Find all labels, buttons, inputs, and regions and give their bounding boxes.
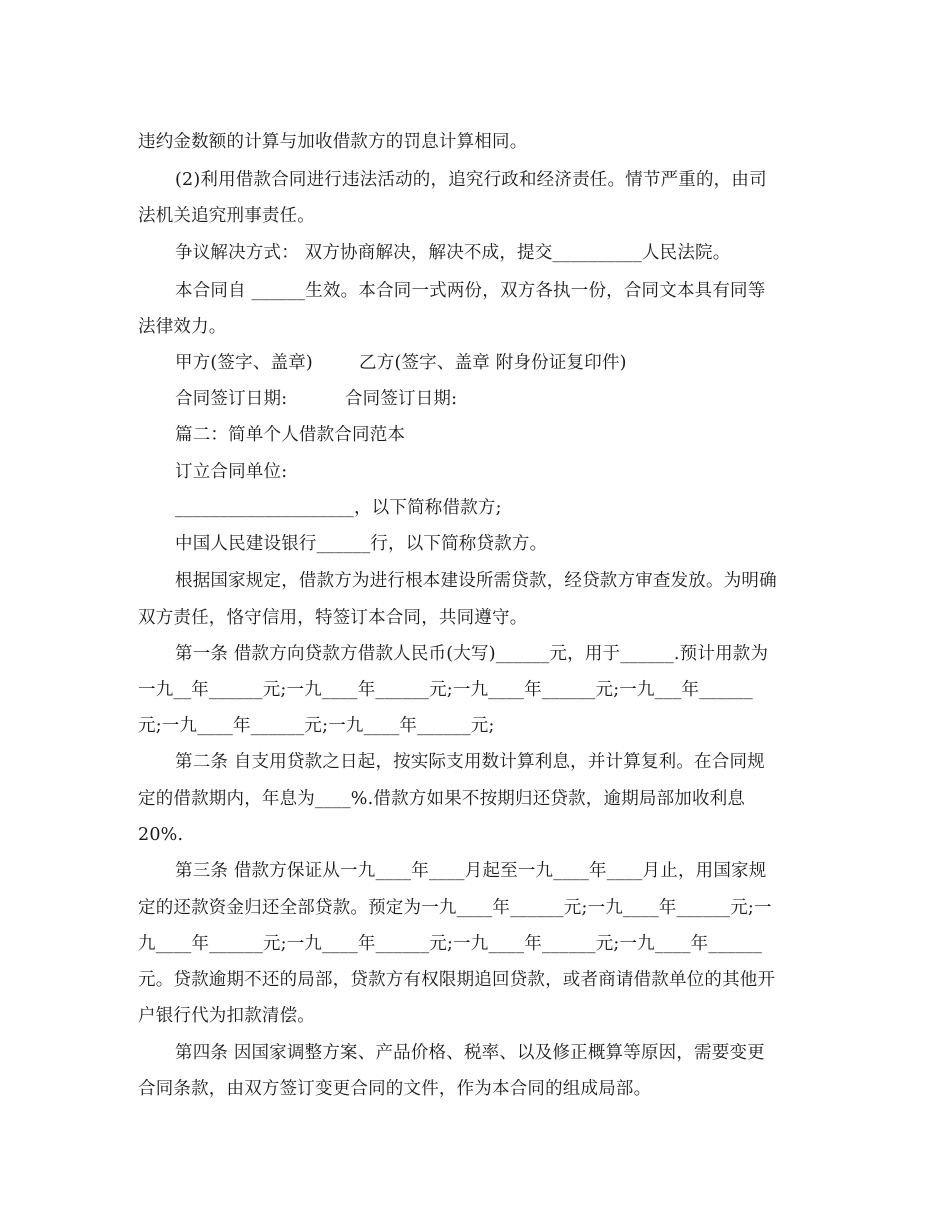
text-line: 户银行代为扣款清偿。 [138,1006,315,1026]
text-line: 第四条 因国家调整方案、产品价格、税率、以及修正概算等原因，需要变更 [175,1043,765,1063]
text-line: 九____年______元;一九____年______元;一九____年______元;一九____年______ [138,934,763,954]
text-line: 第三条 借款方保证从一九____年____月起至一九____年____月止，用国家规 [175,861,767,881]
text-line: 20%. [138,825,184,845]
text-line: 元。贷款逾期不还的局部，贷款方有权限期追回贷款，或者商请借款单位的其他开 [138,970,776,990]
text-line: 违约金数额的计算与加收借款方的罚息计算相同。 [138,132,528,152]
text-line: 双方责任，恪守信用，特签订本合同，共同遵守。 [138,608,528,628]
text-line: 订立合同单位: [175,462,288,482]
text-line: 元;一九____年______元;一九____年______元; [138,716,495,736]
text-line: 定的还款资金归还全部贷款。预定为一九____年______元;一九____年______元;一 [138,898,772,918]
text-line: 合同条款，由双方签订变更合同的文件，作为本合同的组成局部。 [138,1079,652,1099]
text-line: 法机关追究刑事责任。 [138,206,315,226]
text-line: 本合同自 ______生效。本合同一式两份，双方各执一份，合同文本具有同等 [175,281,766,301]
text-line: 合同签订日期: 合同签订日期: [175,389,458,409]
text-line: (2)利用借款合同进行违法活动的，追究行政和经济责任。情节严重的，由司 [175,170,767,190]
text-line: 甲方(签字、盖章) 乙方(签字、盖章 附身份证复印件) [175,353,627,373]
text-line: 争议解决方式： 双方协商解决，解决不成，提交__________人民法院。 [175,243,731,263]
text-line: 中国人民建设银行______行，以下简称贷款方。 [175,534,548,554]
text-line: 第一条 借款方向贷款方借款人民币(大写)______元，用于______.预计用款为 [175,644,769,664]
text-line: 第二条 自支用贷款之日起，按实际支用数计算利息，并计算复利。在合同规 [175,752,765,772]
text-line: ____________________，以下简称借款方; [175,498,502,518]
text-line: 定的借款期内，年息为____%.借款方如果不按期归还贷款，逾期局部加收利息 [138,789,746,809]
text-line: 法律效力。 [138,317,227,337]
text-line: 根据国家规定，借款方为进行根本建设所需贷款，经贷款方审查发放。为明确 [175,571,777,591]
text-line: 一九__年______元;一九____年______元;一九____年______元;一九___年______ [138,680,753,700]
text-line: 篇二：简单个人借款合同范本 [175,425,406,445]
